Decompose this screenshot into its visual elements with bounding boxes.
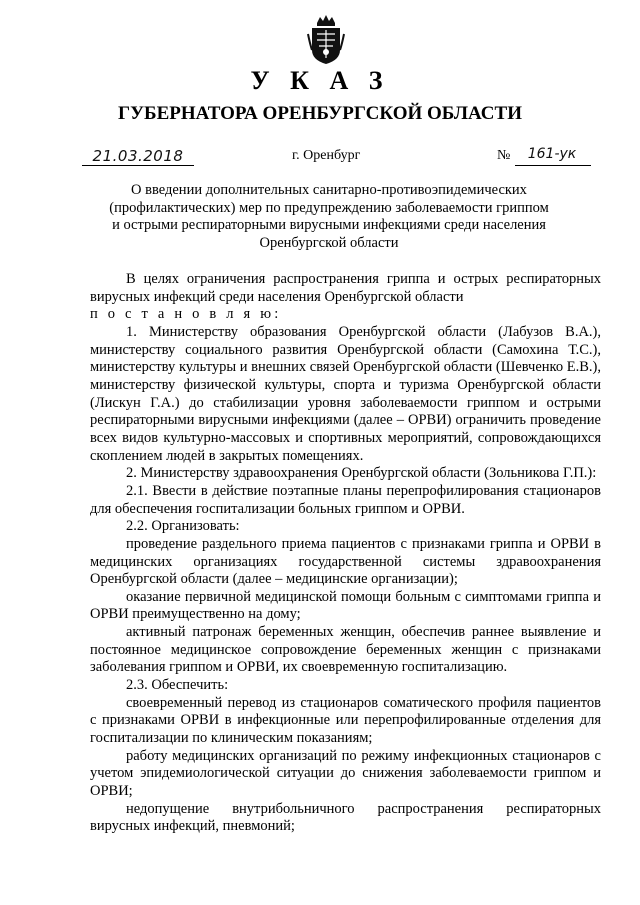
heading-line-2: (профилактических) мер по предупреждению заболеваемости гриппом <box>109 199 549 216</box>
paragraph-item-1: 1. Министерству образования Оренбургской области (Лабузов В.А.), министерству социального развития Оренбургской области (Самохина Т.С.), министерству культуры и внешних связей Оренбургской области (Шевченко Е.В.), министерству физической культуры, спорта и туризма Оренбургской области (Лискун Г.А.) до стабилизации уровня заболеваемости гриппом и острыми респираторными вирусными инфекциями (далее – ОРВИ) ограничить проведение всех видов культурно-массовых и спортивных мероприятий, сопровождающихся скоплением людей в закрытых помещениях. <box>90 323 601 464</box>
coat-of-arms-icon <box>307 14 345 66</box>
paragraph-item-2-2-a: проведение раздельного приема пациентов с признаками гриппа и ОРВИ в медицинских организациях государственной системы здравоохранения Оренбургской области (далее – медицинские организации); <box>90 535 601 588</box>
decree-body <box>90 271 601 836</box>
number-underline <box>515 165 591 166</box>
paragraph-item-2-1: 2.1. Ввести в действие поэтапные планы перепрофилирования стационаров для обеспечения госпитализации больных гриппом и ОРВИ. <box>90 482 601 517</box>
decree-title: У К А З <box>250 66 390 95</box>
date-underline <box>82 165 194 166</box>
paragraph-item-2: 2. Министерству здравоохранения Оренбургской области (Зольникова Г.П.): <box>126 465 597 482</box>
paragraph-postanovlyayu: п о с т а н о в л я ю: <box>90 306 282 323</box>
heading-line-4: Оренбургской области <box>259 234 399 251</box>
decree-heading <box>60 182 598 252</box>
paragraph-item-2-3: 2.3. Обеспечить: <box>126 677 229 694</box>
decree-date: 21.03.2018 <box>92 147 184 165</box>
paragraph-item-2-2-c: активный патронаж беременных женщин, обеспечив раннее выявление и постоянное медицинское сопровождение беременных женщин с признаками заболевания гриппом и ОРВИ, их своевременную госпитализацию. <box>90 624 601 676</box>
paragraph-item-2-3-b: работу медицинских организаций по режиму инфекционных стационаров с учетом эпидемиологической ситуации до снижения заболеваемости гриппом и ОРВИ; <box>90 747 601 800</box>
paragraph-item-2-2: 2.2. Организовать: <box>126 518 240 535</box>
paragraph-intro: В целях ограничения распространения гриппа и острых респираторных вирусных инфекций среди населения Оренбургской области <box>90 271 601 305</box>
heading-line-1: О введении дополнительных санитарно-противоэпидемических <box>131 182 527 198</box>
heading-line-3: и острыми респираторными вирусными инфекциями среди населения <box>112 217 546 234</box>
decree-number: 161-ук <box>527 146 577 162</box>
number-label: № <box>497 148 511 163</box>
paragraph-item-2-3-c: недопущение внутрибольничного распространения респираторных вирусных инфекций, пневмоний; <box>90 800 601 835</box>
paragraph-item-2-3-a: своевременный перевод из стационаров соматического профиля пациентов с признаками ОРВИ в инфекционные или перепрофилированные отделения для госпитализации по клиническим показаниям; <box>90 694 601 747</box>
decree-city: г. Оренбург <box>292 148 361 163</box>
decree-subtitle: ГУБЕРНАТОРА ОРЕНБУРГСКОЙ ОБЛАСТИ <box>118 103 522 124</box>
paragraph-item-2-2-b: оказание первичной медицинской помощи больным с симптомами гриппа и ОРВИ преимущественно на дому; <box>90 588 601 623</box>
